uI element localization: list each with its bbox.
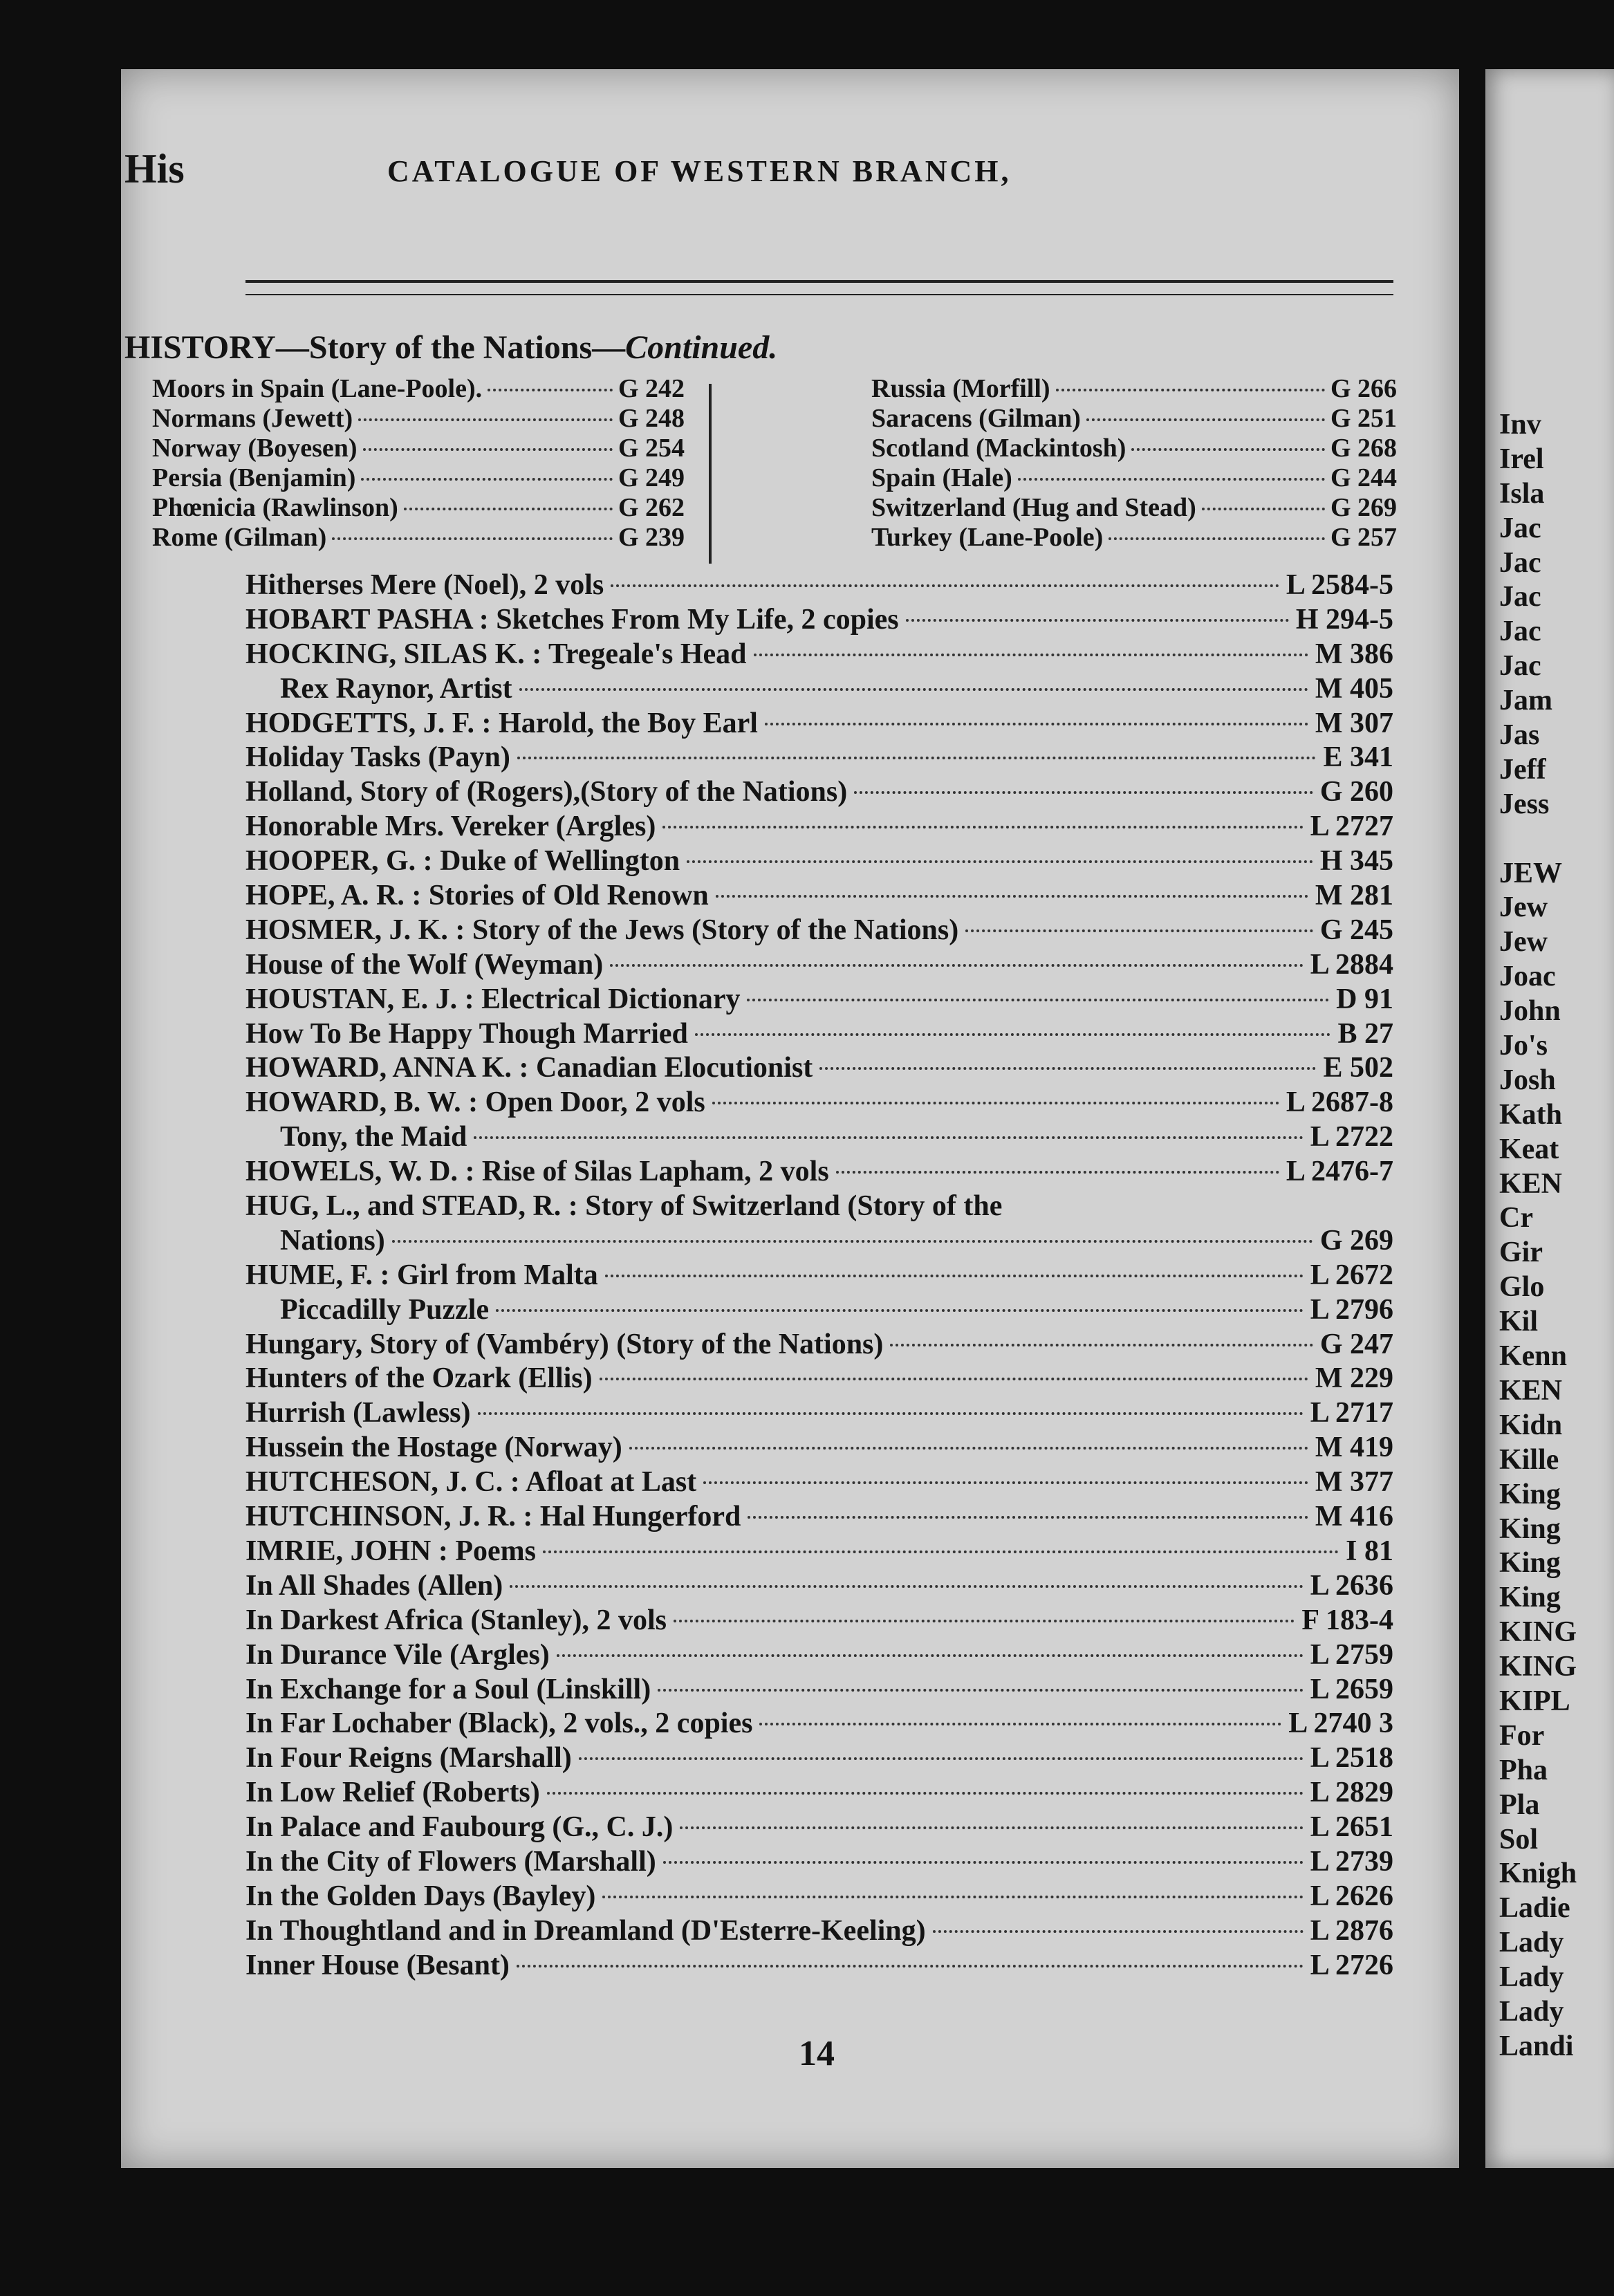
entry-title: Rome (Gilman) (152, 523, 327, 552)
adjacent-fragment: Sol (1499, 1823, 1539, 1855)
catalogue-entries (245, 568, 1393, 1983)
call-number: G 248 (618, 404, 685, 433)
call-number: G 249 (618, 463, 685, 492)
catalogue-entry (245, 1189, 1393, 1224)
dot-leader (854, 791, 1313, 794)
catalogue-entry (245, 983, 1393, 1017)
call-number: L 2584-5 (1286, 569, 1393, 601)
catalogue-entry (245, 1431, 1393, 1465)
entry-title: IMRIE, JOHN : Poems (245, 1535, 536, 1567)
adjacent-fragment: Jew (1499, 926, 1548, 959)
entry-title: Inner House (Besant) (245, 1949, 510, 1981)
adjacent-fragment: KING (1499, 1651, 1577, 1683)
entry-title: Hurrish (Lawless) (245, 1397, 471, 1429)
entry-title: Hungary, Story of (Vambéry) (Story of the Nations) (245, 1328, 884, 1360)
call-number: M 377 (1315, 1466, 1393, 1499)
dot-leader (712, 1102, 1279, 1104)
entry-title: HOPE, A. R. : Stories of Old Renown (245, 880, 709, 912)
catalogue-entry (245, 1949, 1393, 1983)
entry-title: Honorable Mrs. Vereker (Argles) (245, 811, 656, 843)
subentries-left (152, 373, 685, 552)
dot-leader (1202, 508, 1325, 510)
call-number: G 269 (1330, 493, 1397, 522)
catalogue-entry (245, 707, 1393, 741)
adjacent-fragment: Gir (1499, 1237, 1543, 1269)
dot-leader (674, 1620, 1295, 1622)
adjacent-fragment: King (1499, 1512, 1561, 1545)
dot-leader (754, 654, 1308, 656)
adjacent-fragment: John (1499, 995, 1561, 1028)
entry-title: Piccadilly Puzzle (280, 1293, 490, 1326)
catalogue-entry (245, 948, 1393, 983)
call-number: G 242 (618, 374, 685, 403)
dot-leader (361, 478, 612, 481)
adjacent-fragment: KEN (1499, 1374, 1563, 1407)
dot-leader (547, 1792, 1304, 1795)
entry-title: Scotland (Mackintosh) (871, 434, 1126, 463)
entry-title: Moors in Spain (Lane-Poole). (152, 374, 483, 403)
adjacent-page-fragments (1499, 408, 1577, 2064)
call-number: L 2884 (1310, 948, 1393, 981)
adjacent-fragment: Jas (1499, 719, 1540, 752)
adjacent-fragment: Jam (1499, 685, 1552, 717)
dot-leader (332, 537, 613, 540)
page-header-title: CATALOGUE OF WESTERN BRANCH, (387, 154, 1012, 188)
call-number: L 2726 (1310, 1949, 1393, 1981)
call-number: G 245 (1319, 914, 1393, 946)
call-number: D 91 (1336, 983, 1393, 1015)
call-number: L 2626 (1310, 1880, 1393, 1912)
call-number: E 341 (1323, 741, 1393, 774)
call-number: L 2687-8 (1286, 1086, 1393, 1119)
catalogue-entry (245, 1880, 1393, 1914)
subentry-row (871, 373, 1397, 403)
catalogue-entry (245, 1707, 1393, 1741)
call-number: M 229 (1315, 1362, 1393, 1395)
adjacent-fragment: Jac (1499, 581, 1541, 613)
subentry-row (152, 492, 685, 522)
dot-leader (600, 1378, 1308, 1380)
adjacent-fragment: Irel (1499, 443, 1544, 475)
adjacent-fragment: Pla (1499, 1788, 1540, 1821)
dot-leader (765, 723, 1308, 725)
call-number: H 294-5 (1295, 603, 1393, 636)
call-number: L 2829 (1310, 1777, 1393, 1809)
call-number: L 2672 (1310, 1259, 1393, 1291)
entry-title: In Far Lochaber (Black), 2 vols., 2 copies (245, 1707, 753, 1740)
dot-leader (579, 1757, 1304, 1760)
call-number: L 2518 (1310, 1742, 1393, 1775)
adjacent-page (1485, 69, 1614, 2168)
subentry-row (152, 463, 685, 492)
entry-title: HOWARD, B. W. : Open Door, 2 vols (245, 1086, 705, 1119)
adjacent-fragment: Jeff (1499, 753, 1546, 786)
catalogue-entry (245, 879, 1393, 914)
catalogue-entry (245, 1535, 1393, 1569)
entry-title: HUTCHESON, J. C. : Afloat at Last (245, 1466, 697, 1499)
entry-title: Turkey (Lane-Poole) (871, 523, 1104, 552)
entry-title: Holland, Story of (Rogers),(Story of the Nations) (245, 776, 848, 808)
dot-leader (605, 1275, 1304, 1277)
subentry-row (871, 463, 1397, 492)
adjacent-fragment: Jac (1499, 546, 1541, 579)
catalogue-entry (245, 914, 1393, 948)
entry-title: HOWARD, ANNA K. : Canadian Elocutionist (245, 1052, 813, 1084)
call-number: G 251 (1330, 404, 1397, 433)
call-number: L 2636 (1310, 1569, 1393, 1602)
call-number: F 183-4 (1301, 1604, 1393, 1636)
subentry-row (152, 433, 685, 463)
call-number: G 257 (1330, 523, 1397, 552)
catalogue-entry (245, 844, 1393, 879)
call-number: G 254 (618, 434, 685, 463)
call-number: G 239 (618, 523, 685, 552)
section-heading (124, 328, 777, 367)
dot-leader (517, 757, 1317, 759)
dot-leader (933, 1930, 1304, 1933)
section-heading-text: HISTORY—Story of the Nations— (124, 329, 626, 366)
adjacent-fragment: Pha (1499, 1754, 1548, 1786)
dot-leader (543, 1550, 1339, 1553)
call-number: M 281 (1315, 880, 1393, 912)
dot-leader (1109, 537, 1325, 540)
dot-leader (363, 448, 613, 451)
catalogue-entry (245, 638, 1393, 672)
call-number: G 260 (1319, 776, 1393, 808)
adjacent-fragment: Kil (1499, 1306, 1539, 1338)
entry-title: Russia (Morfill) (871, 374, 1050, 403)
dot-leader (404, 508, 613, 510)
subentry-row (871, 492, 1397, 522)
entry-title: HUTCHINSON, J. R. : Hal Hungerford (245, 1501, 741, 1533)
column-divider (709, 384, 712, 564)
entry-title: HUME, F. : Girl from Malta (245, 1259, 598, 1291)
subentry-row (871, 433, 1397, 463)
entry-title: Tony, the Maid (280, 1121, 467, 1154)
catalogue-entry (245, 1051, 1393, 1086)
dot-leader (703, 1481, 1308, 1484)
subentry-row (152, 403, 685, 433)
adjacent-fragment: Kidn (1499, 1409, 1563, 1441)
call-number: M 386 (1315, 638, 1393, 670)
entry-title: In Four Reigns (Marshall) (245, 1742, 572, 1775)
catalogue-entry (245, 1569, 1393, 1604)
entry-title: Hussein the Hostage (Norway) (245, 1432, 622, 1464)
adjacent-fragment: King (1499, 1547, 1561, 1580)
dot-leader (716, 895, 1308, 898)
call-number: G 244 (1330, 463, 1397, 492)
catalogue-entry (245, 810, 1393, 844)
catalogue-entry (245, 741, 1393, 775)
dot-leader (557, 1654, 1304, 1657)
dot-leader (517, 1965, 1304, 1968)
dot-leader (1056, 389, 1325, 391)
call-number: B 27 (1337, 1017, 1393, 1050)
guide-word: His (124, 146, 185, 192)
catalogue-entry (245, 775, 1393, 810)
call-number: M 419 (1315, 1432, 1393, 1464)
catalogue-entry (245, 1776, 1393, 1811)
call-number: L 2727 (1310, 811, 1393, 843)
subentry-row (152, 373, 685, 403)
call-number: G 262 (618, 493, 685, 522)
adjacent-fragment: For (1499, 1719, 1545, 1752)
adjacent-fragment: Lady (1499, 1961, 1564, 1994)
header-rule (245, 280, 1393, 283)
entry-title: Holiday Tasks (Payn) (245, 741, 510, 774)
adjacent-fragment: Cr (1499, 1202, 1533, 1234)
entry-title: In Darkest Africa (Stanley), 2 vols (245, 1604, 667, 1636)
catalogue-entry (245, 1362, 1393, 1396)
entry-title: House of the Wolf (Weyman) (245, 948, 604, 981)
catalogue-entry (245, 672, 1393, 707)
dot-leader (695, 1033, 1331, 1036)
catalogue-entry (245, 603, 1393, 638)
dot-leader (836, 1171, 1279, 1174)
dot-leader (890, 1344, 1312, 1346)
adjacent-fragment: Isla (1499, 477, 1545, 510)
adjacent-fragment: Jo's (1499, 1030, 1548, 1062)
dot-leader (1131, 448, 1325, 451)
adjacent-fragment: Jac (1499, 650, 1541, 683)
entry-title: In Exchange for a Soul (Linskill) (245, 1673, 651, 1705)
adjacent-fragment: KIPL (1499, 1685, 1570, 1717)
adjacent-fragment: Jac (1499, 512, 1541, 544)
call-number: L 2722 (1310, 1121, 1393, 1154)
adjacent-fragment: Keat (1499, 1133, 1559, 1165)
entry-title: Rex Raynor, Artist (280, 672, 512, 705)
entry-title: In Palace and Faubourg (G., C. J.) (245, 1811, 674, 1844)
dot-leader (358, 418, 613, 421)
entry-title: Norway (Boyesen) (152, 434, 358, 463)
entry-title: HOUSTAN, E. J. : Electrical Dictionary (245, 983, 741, 1015)
catalogue-entry (245, 1811, 1393, 1845)
entry-title: HOWELS, W. D. : Rise of Silas Lapham, 2 vols (245, 1156, 829, 1188)
dot-leader (658, 1689, 1304, 1692)
catalogue-entry (245, 1500, 1393, 1535)
section-continued: Continued. (625, 329, 778, 366)
entry-title: In the Golden Days (Bayley) (245, 1880, 596, 1912)
dot-leader (611, 584, 1279, 587)
header-rule-thin (245, 294, 1393, 295)
adjacent-fragment: Landi (1499, 2030, 1574, 2062)
entry-title: HOBART PASHA : Sketches From My Life, 2 copies (245, 603, 899, 636)
adjacent-fragment: Jac (1499, 615, 1541, 648)
adjacent-fragment: KING (1499, 1616, 1577, 1649)
dot-leader (478, 1412, 1304, 1415)
adjacent-fragment: Kath (1499, 1098, 1563, 1131)
catalogue-entry (245, 1396, 1393, 1431)
adjacent-fragment (1499, 822, 1577, 857)
adjacent-fragment: Ladie (1499, 1892, 1570, 1925)
dot-leader (906, 619, 1289, 622)
entry-title: HODGETTS, J. F. : Harold, the Boy Earl (245, 707, 758, 739)
entry-title: HOOPER, G. : Duke of Wellington (245, 845, 680, 878)
entry-title: HOSMER, J. K. : Story of the Jews (Story of the Nations) (245, 914, 959, 946)
dot-leader (748, 1516, 1308, 1519)
entry-title: How To Be Happy Though Married (245, 1017, 688, 1050)
adjacent-fragment: Knigh (1499, 1858, 1577, 1890)
entry-title: HUG, L., and STEAD, R. : Story of Switzerland (Story of the (245, 1190, 1003, 1223)
dot-leader (680, 1826, 1303, 1829)
call-number: L 2739 (1310, 1845, 1393, 1878)
entry-title: Normans (Jewett) (152, 404, 353, 433)
call-number: L 2759 (1310, 1638, 1393, 1671)
adjacent-fragment: KEN (1499, 1167, 1563, 1200)
adjacent-fragment: Glo (1499, 1271, 1545, 1304)
page-number: 14 (799, 2034, 835, 2073)
dot-leader (519, 688, 1308, 691)
dot-leader (510, 1585, 1304, 1588)
call-number: M 307 (1315, 707, 1393, 739)
entry-title: Persia (Benjamin) (152, 463, 356, 492)
catalogue-entry (245, 1120, 1393, 1155)
entry-title: In Low Relief (Roberts) (245, 1777, 540, 1809)
catalogue-entry (245, 1328, 1393, 1362)
adjacent-fragment: Lady (1499, 1995, 1564, 2028)
dot-leader (759, 1723, 1281, 1725)
adjacent-fragment: Josh (1499, 1064, 1556, 1096)
entry-title: Hunters of the Ozark (Ellis) (245, 1362, 593, 1395)
adjacent-fragment: Joac (1499, 961, 1556, 993)
catalogue-entry (245, 1741, 1393, 1776)
subentry-row (152, 522, 685, 552)
catalogue-entry (245, 1259, 1393, 1293)
adjacent-fragment: Jew (1499, 891, 1548, 924)
dot-leader (392, 1240, 1313, 1243)
catalogue-entry (245, 1845, 1393, 1880)
call-number: L 2740 3 (1288, 1707, 1393, 1740)
call-number: L 2659 (1310, 1673, 1393, 1705)
adjacent-fragment: JEW (1499, 857, 1563, 889)
call-number: L 2476-7 (1286, 1156, 1393, 1188)
catalogue-entry (245, 1155, 1393, 1189)
call-number: L 2796 (1310, 1293, 1393, 1326)
catalogue-entry (245, 1604, 1393, 1638)
dot-leader (629, 1447, 1308, 1450)
dot-leader (965, 929, 1313, 932)
entry-title: In the City of Flowers (Marshall) (245, 1845, 656, 1878)
subentry-row (871, 403, 1397, 433)
entry-title: In Thoughtland and in Dreamland (D'Esterre-Keeling) (245, 1914, 926, 1947)
catalogue-entry (245, 1638, 1393, 1673)
catalogue-entry (245, 1086, 1393, 1120)
dot-leader (663, 1861, 1304, 1864)
entry-title: Spain (Hale) (871, 463, 1012, 492)
subentry-row (871, 522, 1397, 552)
catalogue-entry (245, 1293, 1393, 1328)
adjacent-fragment: Kille (1499, 1443, 1559, 1476)
catalogue-entry (245, 1673, 1393, 1707)
entry-title: Hitherses Mere (Noel), 2 vols (245, 569, 604, 601)
dot-leader (662, 826, 1303, 828)
call-number: G 268 (1330, 434, 1397, 463)
catalogue-entry (245, 1914, 1393, 1949)
call-number: L 2651 (1310, 1811, 1393, 1844)
adjacent-fragment: King (1499, 1478, 1561, 1510)
adjacent-fragment: Inv (1499, 409, 1541, 441)
call-number: I 81 (1346, 1535, 1393, 1567)
dot-leader (610, 964, 1304, 967)
entry-title: Phœnicia (Rawlinson) (152, 493, 398, 522)
catalogue-entry (245, 1017, 1393, 1052)
call-number: M 416 (1315, 1501, 1393, 1533)
dot-leader (488, 389, 613, 391)
adjacent-fragment: King (1499, 1582, 1561, 1614)
entry-title: HOCKING, SILAS K. : Tregeale's Head (245, 638, 747, 670)
dot-leader (819, 1067, 1316, 1070)
entry-title: In Durance Vile (Argles) (245, 1638, 550, 1671)
dot-leader (687, 860, 1313, 863)
call-number: G 247 (1319, 1328, 1393, 1360)
dot-leader (1086, 418, 1325, 421)
dot-leader (747, 999, 1329, 1001)
catalogue-entry (245, 1224, 1393, 1259)
entry-title: In All Shades (Allen) (245, 1569, 503, 1602)
dot-leader (474, 1136, 1303, 1139)
call-number: H 345 (1319, 845, 1393, 878)
catalogue-entry (245, 1465, 1393, 1500)
entry-title: Saracens (Gilman) (871, 404, 1081, 433)
call-number: M 405 (1315, 672, 1393, 705)
call-number: E 502 (1323, 1052, 1393, 1084)
catalogue-entry (245, 568, 1393, 603)
adjacent-fragment: Jess (1499, 788, 1550, 820)
dot-leader (602, 1896, 1303, 1898)
call-number: G 266 (1330, 374, 1397, 403)
entry-title: Nations) (280, 1224, 385, 1257)
adjacent-fragment: Lady (1499, 1927, 1564, 1959)
dot-leader (496, 1309, 1304, 1312)
call-number: G 269 (1319, 1224, 1393, 1257)
call-number: L 2717 (1310, 1397, 1393, 1429)
entry-title: Switzerland (Hug and Stead) (871, 493, 1196, 522)
subentries-right (871, 373, 1397, 552)
adjacent-fragment: Kenn (1499, 1340, 1568, 1373)
dot-leader (1018, 478, 1325, 481)
call-number: L 2876 (1310, 1914, 1393, 1947)
